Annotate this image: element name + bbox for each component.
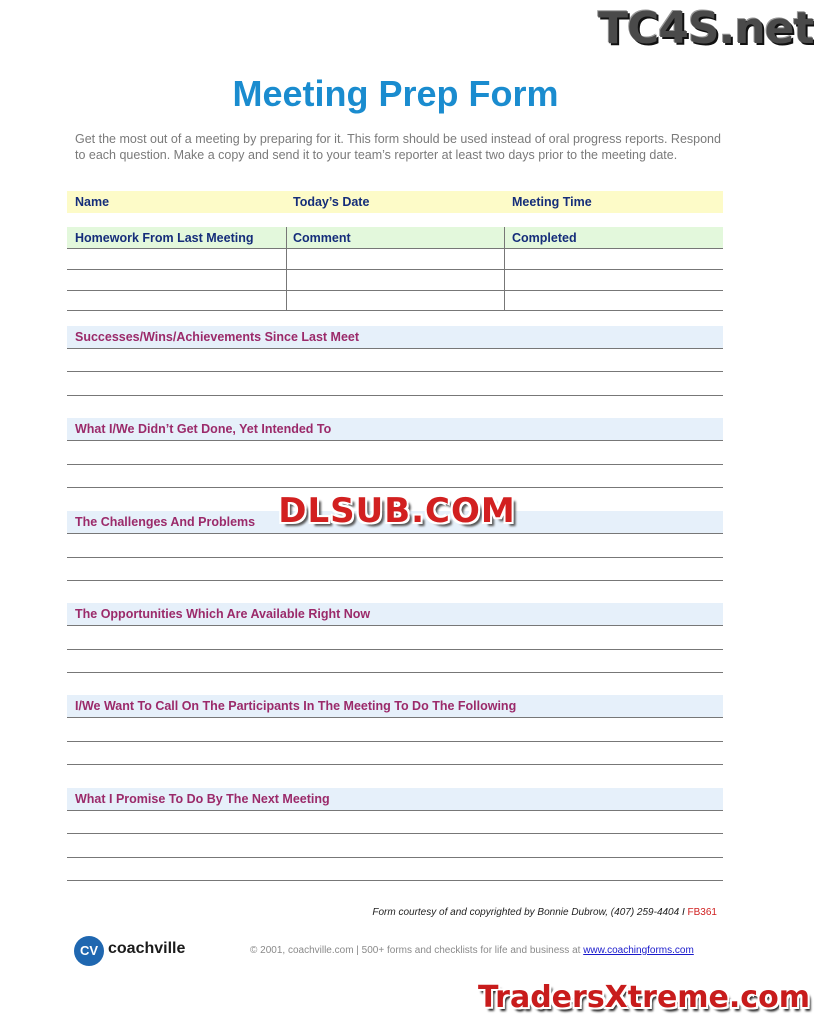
writing-line [67, 464, 723, 465]
tradersxtreme-watermark: TradersXtreme.com [478, 980, 810, 1015]
table-row-line [67, 290, 723, 291]
writing-line [67, 557, 723, 558]
footer-copyright: © 2001, coachville.com | 500+ forms and checklists for life and business at [250, 945, 584, 956]
name-label: Name [75, 195, 110, 209]
coachingforms-link[interactable]: www.coachingforms.com [583, 945, 694, 956]
table-row-line [67, 310, 723, 311]
section-header [67, 326, 723, 349]
writing-line [67, 649, 723, 650]
coachville-logo [74, 935, 234, 969]
form-title: Meeting Prep Form [232, 73, 559, 114]
writing-line [67, 880, 723, 881]
section-label-not-done: What I/We Didn’t Get Done, Yet Intended To [75, 422, 332, 436]
info-header-row [67, 191, 723, 213]
homework-column-header: Homework From Last Meeting [75, 231, 254, 245]
logo-wordmark: coachville [108, 940, 186, 957]
section-label-promise: What I Promise To Do By The Next Meeting [75, 792, 330, 806]
writing-line [67, 371, 723, 372]
section-label-successes: Successes/Wins/Achievements Since Last Meet [75, 330, 360, 344]
section-label-challenges: The Challenges And Problems [75, 515, 256, 529]
writing-line [67, 672, 723, 673]
meeting-time-label: Meeting Time [512, 195, 592, 209]
copyright-text: Form courtesy of and copyrighted by Bonnie Dubrow, (407) 259-4404 I [372, 907, 688, 918]
copyright-note [300, 907, 717, 918]
form-code: FB361 [687, 907, 717, 918]
writing-line [67, 395, 723, 396]
comment-column-header: Comment [293, 231, 351, 245]
section-header [67, 418, 723, 441]
section-header [67, 603, 723, 626]
completed-column-header: Completed [512, 231, 577, 245]
section-label-opportunities: The Opportunities Which Are Available Right Now [75, 607, 371, 621]
table-row-line [67, 269, 723, 270]
footer-text [250, 945, 720, 956]
section-header [67, 695, 723, 718]
todays-date-label: Today’s Date [293, 195, 370, 209]
writing-line [67, 741, 723, 742]
section-label-call-on-participants: I/We Want To Call On The Participants In The Meeting To Do The Following [75, 699, 517, 713]
dlsub-watermark: DLSUB.COM [278, 491, 516, 531]
section-header [67, 788, 723, 811]
writing-line [67, 833, 723, 834]
tc4s-watermark: TC4S.net [598, 3, 814, 54]
writing-line [67, 487, 723, 488]
intro-text: Get the most out of a meeting by preparing for it. This form should be used instead of oral progress reports. Respond to each question. Make a copy and send it to your team’s reporter at least two days prior to the meeting date. [75, 132, 721, 162]
cv-badge-icon: CV [74, 936, 104, 966]
writing-line [67, 857, 723, 858]
writing-line [67, 580, 723, 581]
writing-line [67, 764, 723, 765]
homework-header-row [67, 227, 723, 249]
